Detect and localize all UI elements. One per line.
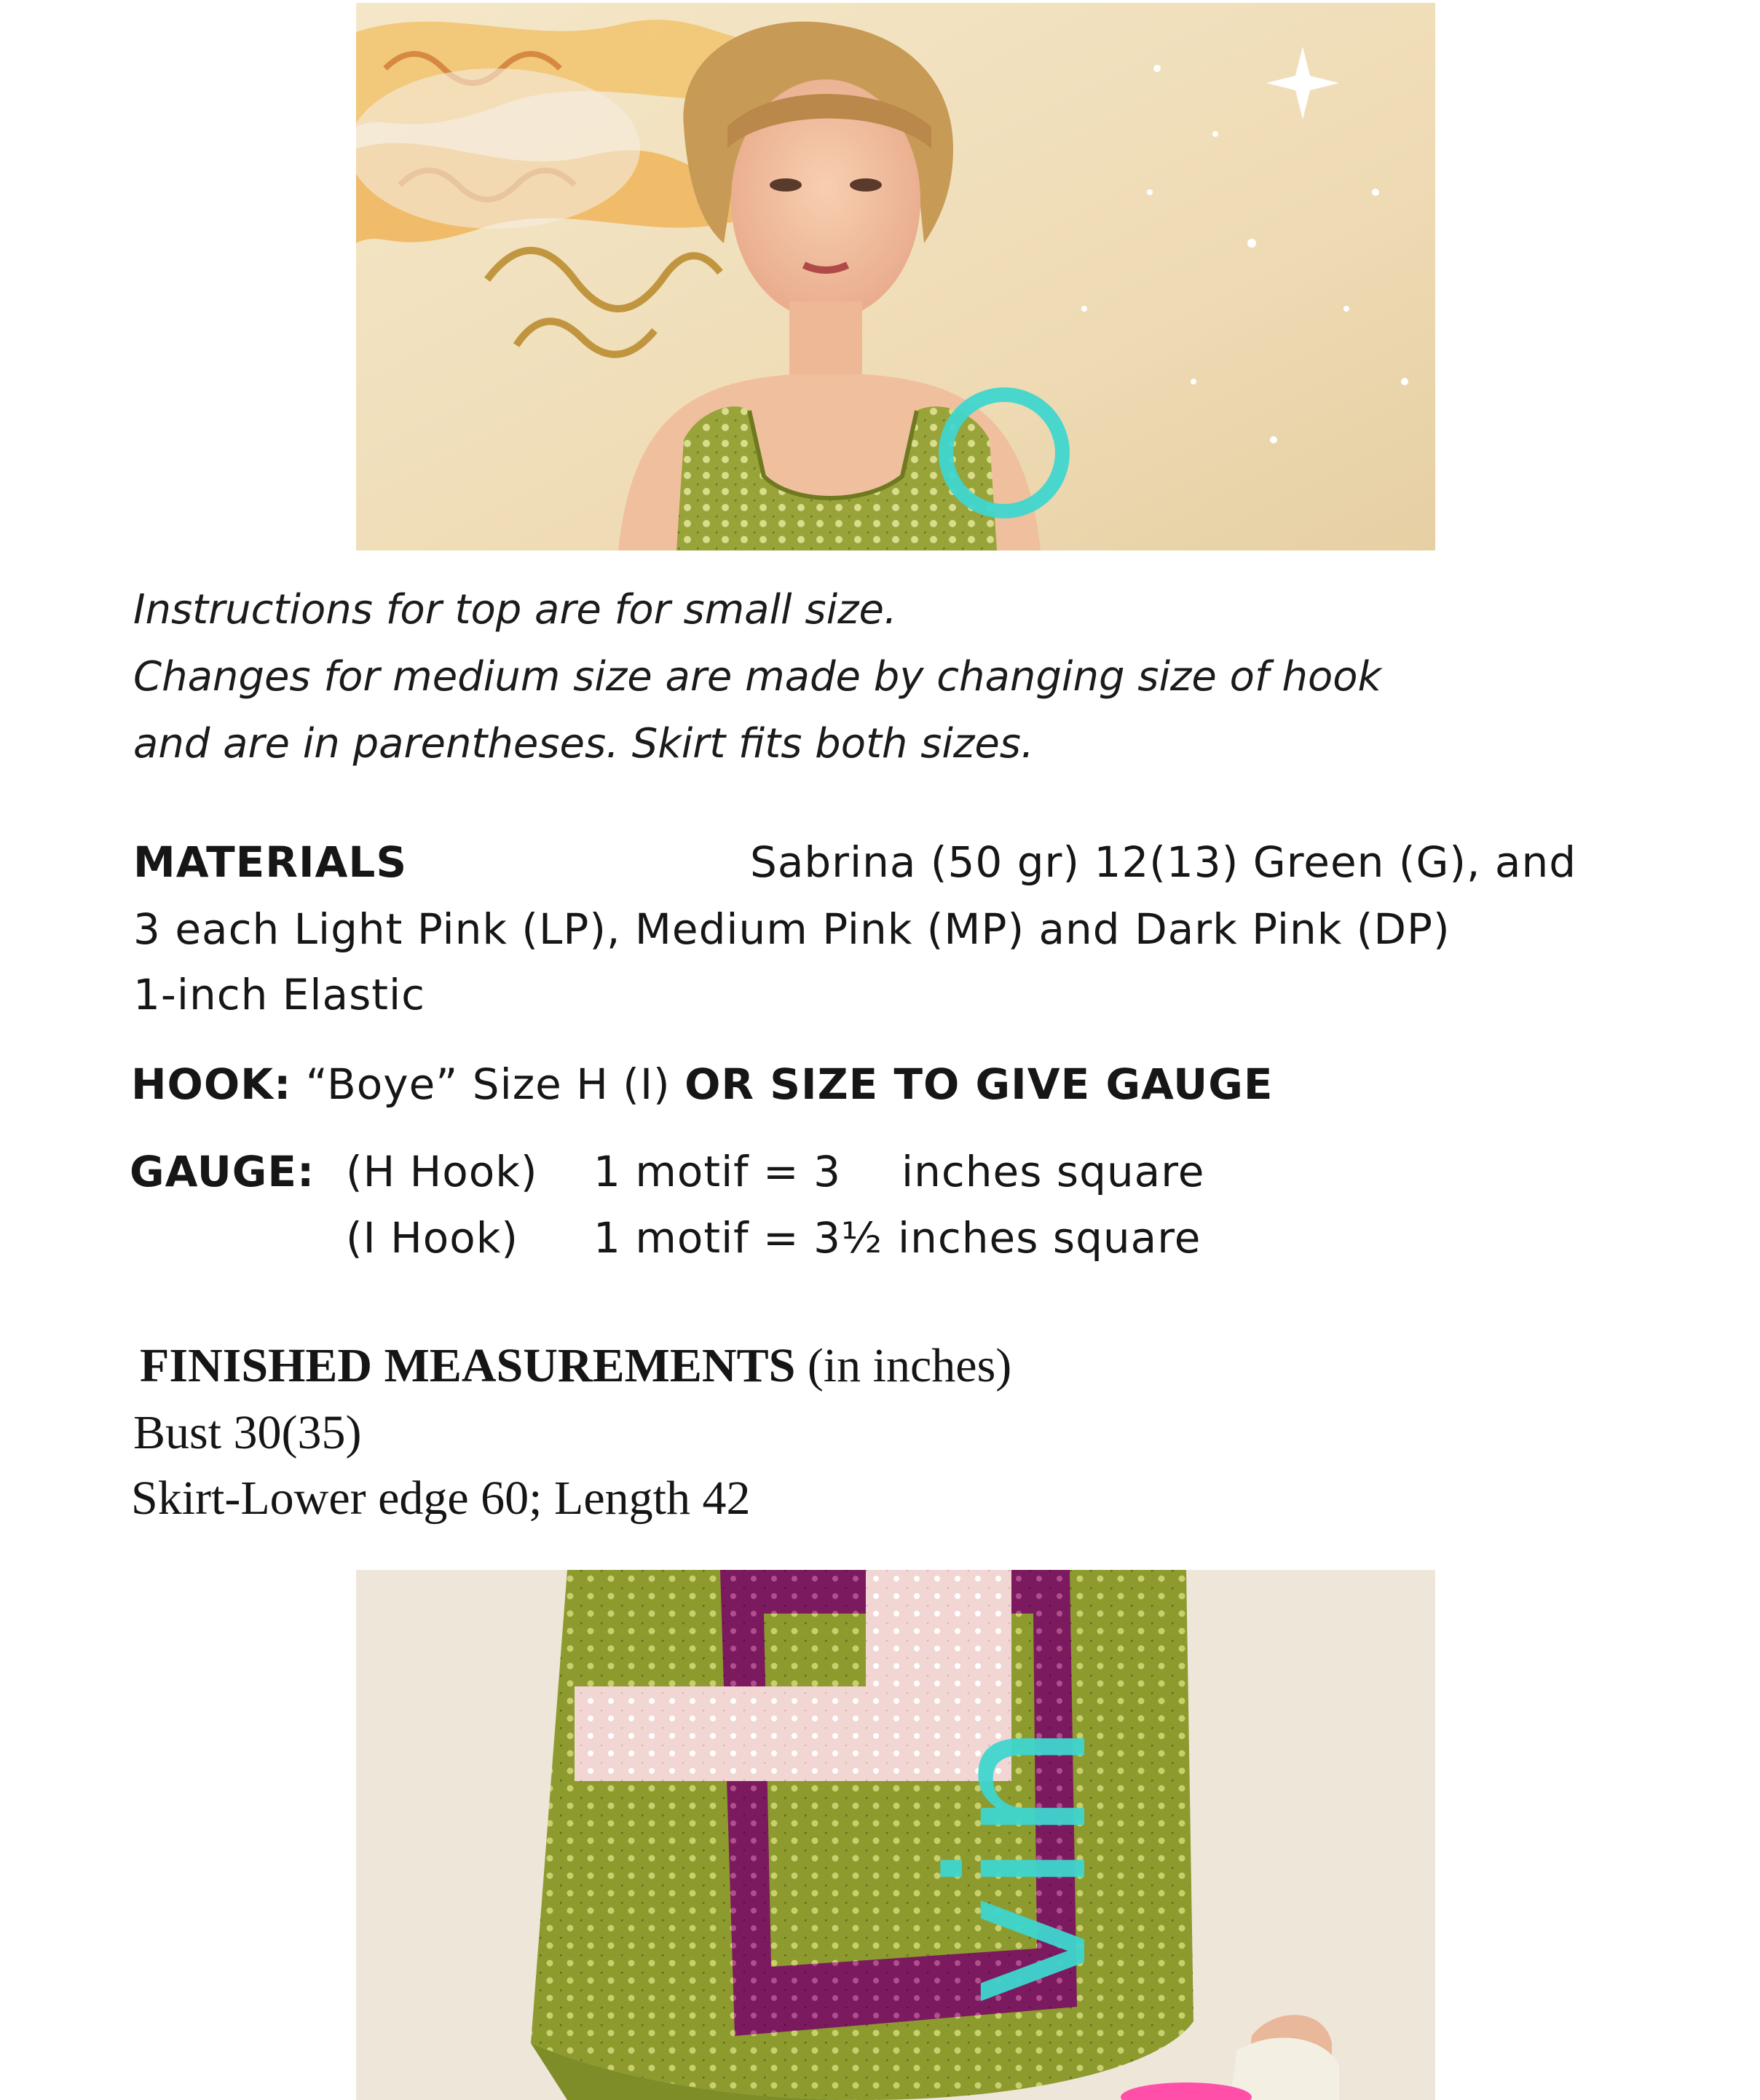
top-photo — [356, 3, 1435, 550]
hook-value: “Boye” Size H (I) — [305, 1059, 671, 1109]
hook-line — [131, 1059, 1273, 1109]
model-portrait-illustration — [356, 3, 1435, 550]
bust-measurement: Bust 30(35) — [133, 1406, 362, 1459]
skirt-measurement: Skirt-Lower edge 60; Length 42 — [131, 1472, 751, 1525]
watermark-text: vin — [909, 1722, 1129, 2007]
finished-heading-label: FINISHED MEASUREMENTS — [140, 1339, 796, 1392]
crochet-skirt-illustration — [356, 1570, 1435, 2100]
gauge-h-unit: inches square — [901, 1147, 1205, 1196]
gauge-i-unit: inches square — [898, 1213, 1201, 1263]
materials-elastic: 1-inch Elastic — [133, 970, 426, 1019]
finished-measurements-heading — [140, 1338, 1011, 1394]
finished-heading-note: (in inches) — [807, 1339, 1012, 1392]
gauge-i-motif: 1 motif = 3½ — [593, 1213, 883, 1263]
materials-pink-yarns: 3 each Light Pink (LP), Medium Pink (MP) and Dark Pink (DP) — [133, 904, 1451, 954]
materials-heading: MATERIALS — [133, 837, 408, 887]
intro-line-3: and are in parentheses. Skirt fits both sizes. — [133, 720, 1034, 767]
gauge-h-hook: (H Hook) — [346, 1147, 538, 1196]
hook-gauge-note: OR SIZE TO GIVE GAUGE — [684, 1059, 1274, 1109]
skirt-photo — [356, 1570, 1435, 2100]
intro-line-2: Changes for medium size are made by changing size of hook — [133, 653, 1381, 700]
gauge-h-motif: 1 motif = 3 — [593, 1147, 841, 1196]
intro-line-1: Instructions for top are for small size. — [133, 586, 897, 633]
size-instructions — [133, 577, 1662, 778]
gauge-i-hook: (I Hook) — [346, 1213, 518, 1263]
materials-yarn: Sabrina (50 gr) 12(13) Green (G), and — [750, 837, 1577, 887]
hook-label: HOOK: — [131, 1059, 292, 1109]
gauge-label: GAUGE: — [130, 1147, 315, 1196]
